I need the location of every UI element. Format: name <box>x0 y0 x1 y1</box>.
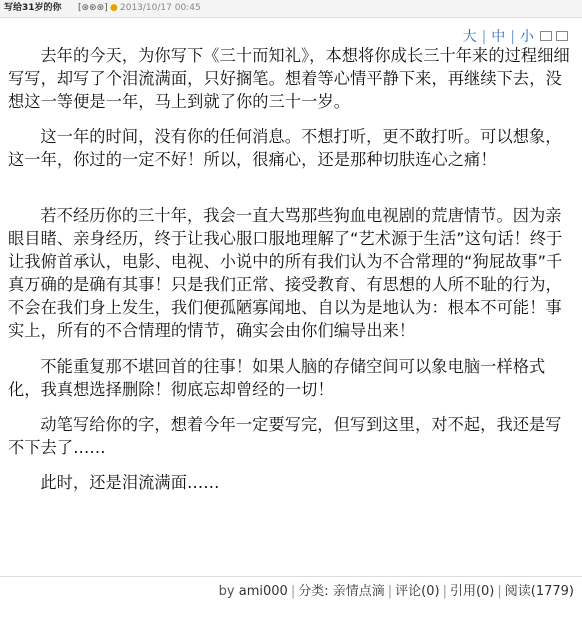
divider: | <box>510 29 515 45</box>
divider: | <box>481 29 487 45</box>
article-body <box>8 44 573 494</box>
paragraph: 若不经历你的三十年，我会一直大骂那些狗血电视剧的荒唐情节。因为亲眼目睹、亲身经历，终于让我心服口服地理解了“艺术源于生活”这句话！终于让我俯首承认，电影、电视、小说中的所有我们认为不合常理的“狗屁故事”千真万确的是确有其事！只是我们正常、接受教育、有思想的人所不耻的行为，不会在我们身上发生，我们便孤陋寡闻地、自以为是地认为：根本不可能！事实上，所有的不合情理的情节，确实会由你们编导出来！ <box>8 206 563 340</box>
divider: | <box>290 584 296 599</box>
mail-icon[interactable] <box>556 31 568 41</box>
category-link[interactable]: 亲情点滴 <box>332 584 385 599</box>
author-link[interactable]: ami000 <box>238 584 288 599</box>
font-size-controls <box>463 26 568 46</box>
paragraph: 去年的今天，为你写下《三十而知礼》，本想将你成长三十年来的过程细细写写，却写了个泪流满面，只好搁笔。想着等心情平静下来，再继续下去，没想这一等便是一年，马上到就了你的三十一岁。 <box>8 46 570 111</box>
post-date: 2013/10/17 00:45 <box>120 3 201 13</box>
mood-tags: [⊛⊛⊛] <box>78 3 108 13</box>
paragraph: 这一年的时间，没有你的任何消息。不想打听，更不敢打听。可以想象，这一年，你过的一定不好！所以，很痛心，还是那种切肤连心之痛！ <box>8 127 562 169</box>
entry-footer <box>0 576 582 607</box>
divider: | <box>442 584 447 599</box>
print-icon[interactable] <box>540 31 552 41</box>
entry-header <box>0 0 582 18</box>
font-large-link[interactable]: 大 <box>462 29 477 45</box>
font-small-link[interactable]: 小 <box>520 29 534 45</box>
read-count: 阅读(1779) <box>504 584 574 599</box>
clock-icon: ● <box>110 3 118 13</box>
divider: | <box>387 584 393 599</box>
entry-title[interactable]: 写给31岁的你 <box>4 3 62 13</box>
trackbacks-link[interactable]: 引用(0) <box>449 584 495 599</box>
paragraph: 动笔写给你的字，想着今年一定要写完，但写到这里，对不起，我还是写不下去了…… <box>8 415 562 457</box>
category-label: 分类: <box>298 584 329 599</box>
paragraph: 不能重复那不堪回首的往事！如果人脑的存储空间可以象电脑一样格式化，我真想选择删除！彻底忘却曾经的一切！ <box>8 357 546 399</box>
divider: | <box>497 584 502 599</box>
paragraph: 此时，还是泪流满面…… <box>40 473 220 492</box>
comments-link[interactable]: 评论(0) <box>395 584 440 599</box>
by-label: by <box>218 584 235 599</box>
font-medium-link[interactable]: 中 <box>491 29 506 45</box>
